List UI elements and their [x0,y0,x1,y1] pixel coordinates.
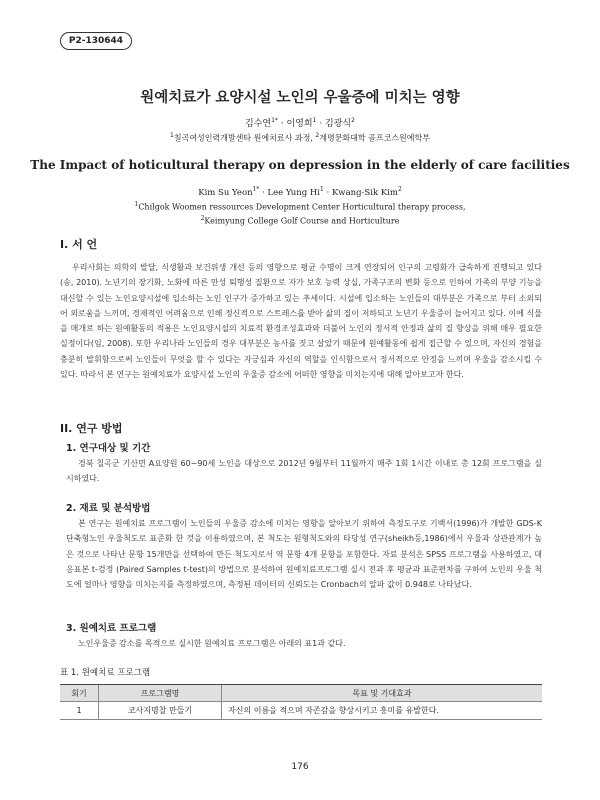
table-cell-goal: 자신의 이름을 적으며 자존감을 향상시키고 흥미를 유발한다. [222,702,543,720]
author-name: 김광식 [325,119,352,129]
table-header-goal: 목표 및 기대효과 [222,685,543,702]
subsection-heading-program: 3. 원예치료 프로그램 [66,623,157,634]
subsection-heading-materials: 2. 재료 및 분석방법 [66,503,151,514]
affiliations-english [0,199,600,226]
author-name: Lee Yung Hi [267,187,320,198]
affiliation-line [0,199,600,213]
affiliation: Keimyung College Golf Course and Horticulture [204,216,400,226]
subsection-heading-subjects: 1. 연구대상 및 기간 [66,443,151,454]
table-header-row [60,685,542,702]
author-separator: · [316,119,326,129]
author-sup: 1* [252,186,260,193]
section-heading-introduction: I. 서 언 [60,238,98,251]
table-cell-program: 코사지명찰 만들기 [99,702,222,720]
author-name: Kwang-Sik Kim [331,187,398,198]
affil-sup: 2 [200,214,205,222]
table-header-session: 회기 [60,685,99,702]
author-name: Kim Su Yeon [198,187,253,198]
paper-title-english: The Impact of hoticultural therapy on depression in the elderly of care facilities [30,158,570,172]
affiliation: 칠곡여성인력개발센타 원예치료사 과정, [173,133,316,143]
table-caption: 표 1. 원예치료 프로그램 [60,668,151,678]
author-separator: · [323,187,332,198]
program-table [60,684,542,720]
materials-paragraph: 본 연구는 원예치료 프로그램이 노인들의 우울증 감소에 미치는 영향을 알아보기 위하여 측정도구로 기백서(1996)가 개발한 GDS-K 단축형노인 우울척도로 표준화 한 것을 이용하였으며, 본 척도는 원형척도와의 타당성 연구(sheikh등,1986)에서 우울과 상관관계가 높은 것으로 나타난 문항 15개만을 선택하여 만든 척도지로서 역 문항 4개 문항을 포함한다. 자료 분석은 SPSS 프로그램을 사용하였고, 대응표본 t-검정 (Paired Samples t-test)의 방법으로 분석하여 원예치료프로그램 실시 전과 후 평균과 표준편차를 구하여 노인의 우울 척도에 얼마나 영향을 미치는지를 측정하였으며, 측정된 데이터의 신뢰도는 Cronbach의 알파 값이 0.948로 나타났다. [66,519,542,590]
subjects-paragraph: 경북 칠곡군 기산면 A요양원 60~90세 노인을 대상으로 2012년 9월부터 11월까지 매주 1회 1시간 이내로 총 12회 프로그램을 실시하였다. [66,459,542,484]
section-heading-methods: II. 연구 방법 [60,422,123,435]
page-number: 176 [291,762,309,772]
authors-english [0,186,600,198]
author-separator: · [259,187,268,198]
author-sup: 1* [271,117,278,124]
author-sup: 1 [320,186,324,193]
program-paragraph: 노인우울증 감소를 목적으로 실시한 원예치료 프로그램은 아래의 표1과 같다. [78,639,346,648]
author-name: 이영희 [286,119,313,129]
table-row [60,702,542,720]
paper-id-badge: P2-130644 [60,32,132,50]
introduction-paragraph: 우리사회는 의학의 발달, 식생활과 보건위생 개선 등의 영향으로 평균 수명이 크게 연장되어 인구의 고령화가 급속하게 진행되고 있다(송, 2010). 노년기의 장기화, 노화에 따른 만성 퇴행성 질환으로 자가 보호 능력 상실, 가족구조의 변화 등으로 인하여 가족의 부양 기능을 대신할 수 있는 노인요양시설에 입소하는 노인 인구가 증가하고 있는 추세이다. 시설에 입소하는 노인들의 대부분은 가족으로 부터 소외되어 외로움을 느끼며, 경제적인 어려움으로 인해 정신적으로 스트레스를 받아 삶의 질이 저하되고 노년기 우울증이 늘어지고 있다. 이에 식물을 매개로 하는 원예활동의 적용은 노인요양시설의 치료적 환경조성효과와 더불어 노인의 정서적 안정과 삶의 질 향상을 위해 매우 필요한 실정이다(임, 2008). 또한 우리나라 노인들의 경우 대부분은 농사를 짓고 살았기 때문에 원예활동에 쉽게 접근할 수 있으며, 자신의 경험을 충분히 발휘함으로써 노인들이 무엇을 할 수 있다는 자긍심과 자신의 역할을 인식함으로서 정서적으로 안정을 느끼며 우울을 감소시킬 수 있다. 따라서 본 연구는 원예치료가 요양시설 노인의 우울증 감소에 어떠한 영향을 미치는지에 대해 알아보고자 한다. [60,263,542,380]
table-cell-session: 1 [60,702,99,720]
affil-sup: 2 [315,132,320,139]
author-name: 김수연 [245,119,272,129]
author-sup: 2 [351,117,355,124]
author-sup: 1 [312,117,317,124]
authors-korean [0,116,600,129]
affil-sup: 1 [170,132,174,139]
table-header-program: 프로그램명 [99,685,222,702]
paper-title-korean: 원예치료가 요양시설 노인의 우울증에 미치는 영향 [140,90,460,106]
affil-sup: 1 [134,201,139,208]
author-separator: · [277,119,287,129]
affiliation: 계명문화대학 골프코스원예학부 [319,133,430,143]
affiliations-korean [0,132,600,144]
affiliation-line [0,213,600,227]
affiliation: Chilgok Woomen ressources Development Center Horticultural therapy process, [138,202,466,212]
author-sup: 2 [397,186,402,193]
